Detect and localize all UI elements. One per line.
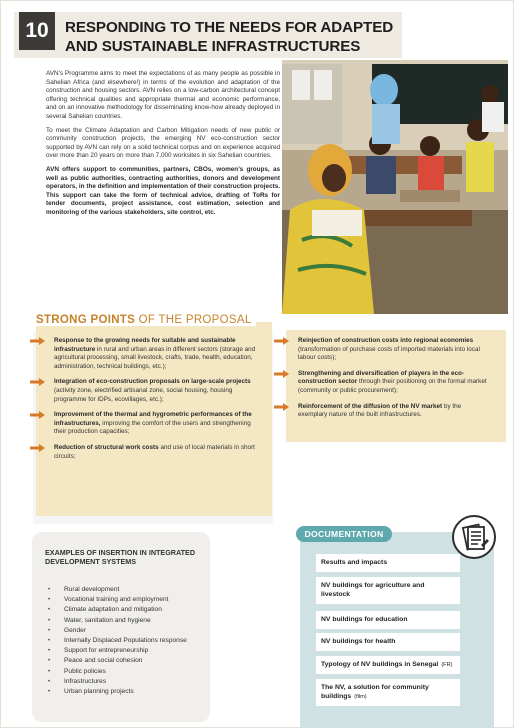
strong-point-text: and use of local materials in short circuits; <box>54 443 255 460</box>
strong-points-list-left <box>30 337 264 468</box>
arrow-right-icon <box>30 337 45 345</box>
list-item: • Rural development <box>48 585 208 595</box>
strong-point-text: by the exemplary nature of the built infrastructures. <box>298 402 462 419</box>
strong-point-item <box>274 337 492 363</box>
list-item: • Support for entrepreneurship <box>48 646 208 656</box>
strong-points-title-light: OF THE PROPOSAL <box>135 314 252 326</box>
strong-point-bold: Integration of eco-construction proposals on large-scale projects <box>54 378 251 386</box>
strong-point-item <box>30 444 264 461</box>
strong-point-text: improving the comfort of the users and strengthening their production capacities; <box>54 419 251 436</box>
examples-title: EXAMPLES OF INSERTION IN INTEGRATED DEVELOPMENT SYSTEMS <box>45 548 196 566</box>
documents-icon <box>452 515 496 559</box>
arrow-right-icon <box>30 378 45 386</box>
list-item: • Infrastructures <box>48 677 208 687</box>
strong-point-bold: Reduction of structural work costs <box>54 443 159 451</box>
intro-text <box>46 70 280 223</box>
documents-icon-graphic <box>454 517 494 557</box>
doc-link-community-buildings-film[interactable] <box>316 679 460 706</box>
page-title: RESPONDING TO THE NEEDS FOR ADAPTED AND SUSTAINABLE INFRASTRUCTURES <box>65 19 394 55</box>
doc-link-label: Typology of NV buildings in Senegal <box>321 661 439 668</box>
doc-link-health[interactable] <box>316 633 460 651</box>
strong-points-title <box>36 314 256 326</box>
strong-point-bold: Improvement of the thermal and hygrometric performances of the infrastructures, <box>54 411 252 427</box>
strong-point-text: (activity zone, electrified artisanal zone, social housing, housing programme for IDPs, ecovillages, etc.); <box>54 386 233 403</box>
strong-point-item <box>30 337 264 371</box>
list-item: • Urban planning projects <box>48 687 208 697</box>
list-item: • Gender <box>48 626 208 636</box>
strong-point-item <box>274 370 492 396</box>
classroom-photo <box>282 60 508 314</box>
list-item: • Climate adaptation and mitigation <box>48 605 208 615</box>
doc-link-agriculture-livestock[interactable] <box>316 577 460 604</box>
intro-paragraph-1: AVN’s Programme aims to meet the expectations of as many people as possible in Sahelian Africa (and elsewhere!) in terms of the evolution and adaptation of the construction and housing sectors. AVN relies on a low-carbon architectural concept offering technical qualities and appropriate thermal and economic performance, and on an innovative methodology for disseminating know-how already deployed in several Sahelian countries. <box>46 70 280 120</box>
arrow-right-icon <box>274 370 289 378</box>
strong-point-bold: Strengthening and diversification of players in the eco-construction sector <box>298 369 465 386</box>
strong-points-list-right <box>274 337 492 427</box>
list-item: • Vocational training and employment <box>48 595 208 605</box>
strong-point-text: through their positioning on the formal market (community or public procurement); <box>298 378 487 394</box>
intro-paragraph-3: AVN offers support to communities, partners, CBOs, women’s groups, as well as public authorities, contracting authorities, donors and development operators, in the definition and implementation of their construction projects. This support can take the form of technical advice, drafting of ToRs for tender documents, project assistance, cost estimation, selection and monitoring of the various stakeholders, site control, etc. <box>46 165 280 216</box>
list-item: • Public policies <box>48 667 208 677</box>
intro-paragraph-2: To meet the Climate Adaptation and Carbon Mitigation needs of new public or community construction projects, the emerging NV eco-construction sector supported by AVN can rely on a solid technical corpus and on experience acquired over more than 20 years on more than 7,000 worksites in six Sahelian countries. <box>46 126 280 160</box>
strong-point-bold: Reinjection of construction costs into regional economies <box>298 337 474 344</box>
doc-link-tag: (FR) <box>441 662 453 668</box>
strong-point-item <box>274 403 492 420</box>
strong-point-text: in rural and urban areas in different sectors (storage and agricultural processing, small livestock, crafts, trade, health, education, administration, technical buildings, etc.); <box>54 345 256 370</box>
strong-point-text: (transformation of purchase costs of imported materials into local labour costs); <box>298 345 480 362</box>
doc-link-tag: (film) <box>354 694 367 700</box>
doc-link-label: Results and impacts <box>321 559 388 566</box>
strong-points-title-bold: STRONG POINTS <box>36 314 136 326</box>
arrow-right-icon <box>30 411 45 419</box>
doc-link-label: The NV, a solution for community buildings <box>321 684 429 700</box>
section-number: 10 <box>19 12 55 50</box>
strong-point-item <box>30 411 264 437</box>
strong-point-bold: Response to the growing needs for suitable and sustainable infrastructure <box>54 337 236 353</box>
list-item: • Internally Displaced Populations response <box>48 636 208 646</box>
doc-link-label: NV buildings for agriculture and livestock <box>321 582 425 598</box>
list-item: • Peace and social cohesion <box>48 656 208 666</box>
doc-link-education[interactable] <box>316 611 460 629</box>
strong-point-bold: Reinforcement of the diffusion of the NV market <box>298 402 443 410</box>
classroom-photo-illustration <box>282 60 508 314</box>
arrow-right-icon <box>30 444 45 452</box>
doc-link-typology-senegal[interactable] <box>316 656 460 674</box>
strong-point-item <box>30 378 264 404</box>
doc-link-results-impacts[interactable] <box>316 554 460 572</box>
doc-link-label: NV buildings for education <box>321 616 408 623</box>
examples-list <box>48 585 208 697</box>
documentation-title: DOCUMENTATION <box>296 526 392 542</box>
doc-link-label: NV buildings for health <box>321 638 396 645</box>
list-item: • Water, sanitation and hygiene <box>48 616 208 626</box>
arrow-right-icon <box>274 403 289 411</box>
arrow-right-icon <box>274 337 289 345</box>
